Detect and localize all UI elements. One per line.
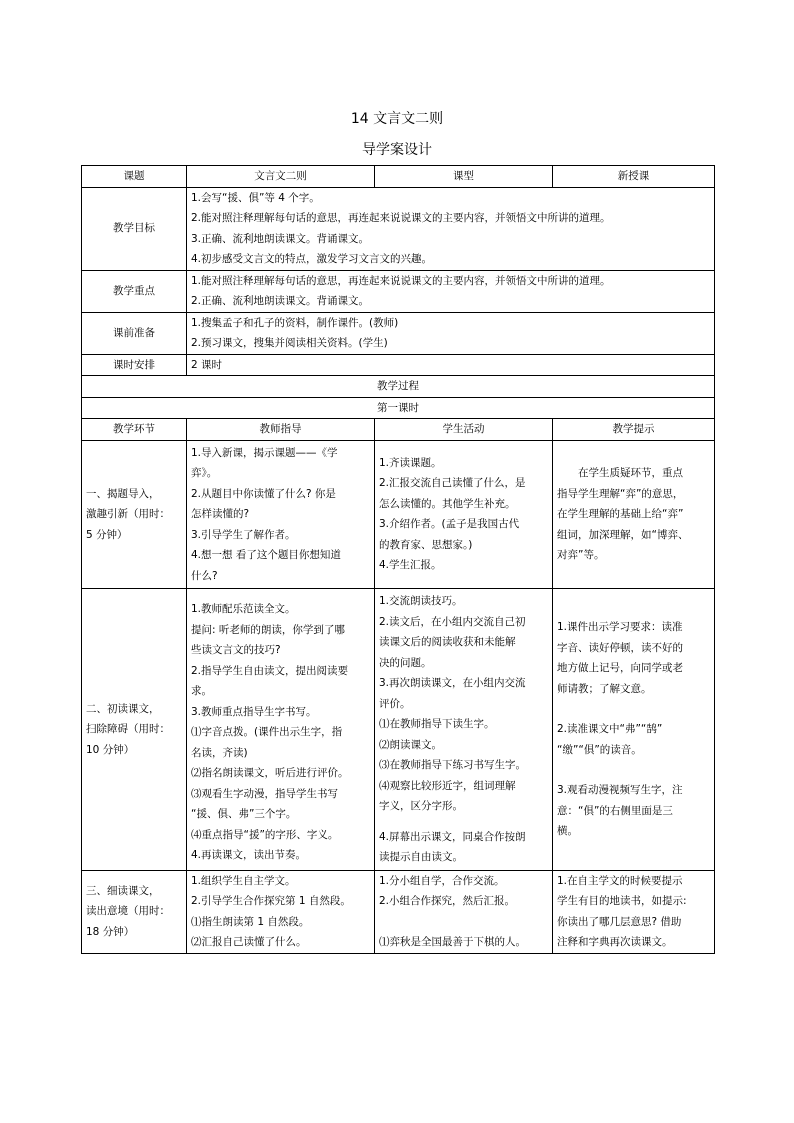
- column-header-row: [82, 419, 715, 441]
- document-title: 14 文言文二则: [350, 111, 444, 127]
- teacher-cell: [187, 440, 375, 589]
- hint-line: 3.观看动漫视频写生字，注: [557, 784, 683, 796]
- student-line: 1.齐读课题。: [379, 456, 442, 469]
- student-line: 评价。: [379, 697, 411, 710]
- teacher-line: 1.导入新课，揭示课题——《学: [191, 446, 338, 459]
- hint-line: 在学生质疑环节，重点: [578, 467, 683, 479]
- hint-cell: [553, 589, 715, 871]
- teacher-line: ⑵指名朗读课文，听后进行评价。: [191, 767, 349, 779]
- stage-line: 三、细读课文，: [86, 884, 160, 897]
- student-line: 3.再次朗读课文，在小组内交流: [379, 677, 526, 689]
- spacer: [557, 699, 710, 719]
- student-line: 2.小组合作探究，然后汇报。: [379, 895, 516, 907]
- teacher-line: “援、俱、弗”三个字。: [191, 808, 297, 820]
- spacer: [557, 760, 710, 780]
- type-value: 新授课: [553, 166, 715, 188]
- student-line: ⑷观察比较形近字，组词理解: [379, 779, 516, 792]
- teacher-line: 1.组织学生自主学文。: [191, 874, 296, 887]
- hours-row: [82, 354, 715, 376]
- student-line: 读课文后的阅读收获和未能解: [379, 636, 516, 648]
- student-line: ⑴弈秋是全国最善于下棋的人。: [379, 935, 526, 948]
- stage-line: 18 分钟）: [86, 925, 135, 938]
- teacher-line: 什么?: [191, 569, 218, 582]
- hint-line: 1.在自主学文的时候要提示: [557, 874, 683, 887]
- hint-line: 组词，加深理解，如“博弈、: [557, 528, 689, 541]
- student-line: 2.汇报交流自己读懂了什么，是: [379, 477, 526, 490]
- hint-line: 字音、读好停顿，读不好的: [557, 641, 683, 654]
- goal-item: 2.能对照注释理解每句话的意思，再连起来说说课文的主要内容，并领悟文中所讲的道理。: [191, 212, 611, 224]
- teacher-cell: [187, 589, 375, 871]
- student-line: 1.交流朗读技巧。: [379, 595, 463, 607]
- section-row-2: [82, 589, 715, 871]
- hint-line: 意：“俱”的右侧里面是三: [557, 804, 673, 817]
- focus-item: 2.正确、流利地朗读课文。背诵课文。: [191, 295, 370, 307]
- student-line: ⑵朗读课文。: [379, 738, 442, 751]
- header-stage: 教学环节: [82, 419, 187, 441]
- student-line: 怎么读懂的。其他学生补充。: [379, 497, 516, 510]
- goal-item: 1.会写“援、俱”等 4 个字。: [191, 191, 320, 204]
- hint-line: “缴”“俱”的读音。: [557, 743, 642, 756]
- student-line: 4.屏幕出示课文，同桌合作按朗: [379, 830, 526, 843]
- hint-line: 师请教；了解文意。: [557, 682, 652, 695]
- process-row: [82, 376, 715, 398]
- hint-line: 注释和字典再次读课文。: [557, 936, 673, 948]
- teacher-line: ⑵汇报自己读懂了什么。: [191, 936, 307, 948]
- goal-item: 4.初步感受文言文的特点，激发学习文言文的兴趣。: [191, 253, 433, 265]
- header-hint: 教学提示: [553, 419, 715, 441]
- student-line: 决的问题。: [379, 656, 432, 669]
- topic-value: 文言文二则: [187, 166, 375, 188]
- prep-label: 课前准备: [82, 312, 187, 354]
- teacher-line: ⑶观看生字动漫，指导学生书写: [191, 787, 338, 800]
- student-cell: [375, 589, 553, 871]
- teacher-line: 提问: 听老师的朗读，你学到了哪: [191, 623, 345, 636]
- teacher-line: 些读文言文的技巧?: [191, 644, 281, 656]
- stage-line: 读出意境（用时：: [86, 905, 170, 918]
- hours-label: 课时安排: [82, 354, 187, 376]
- teacher-line: 3.引导学生了解作者。: [191, 528, 296, 541]
- student-cell: [375, 870, 553, 953]
- hint-line: 对弈”等。: [557, 549, 605, 561]
- student-line: 字义，区分字形。: [379, 800, 463, 812]
- student-line: 4.学生汇报。: [379, 559, 442, 572]
- spacer: [379, 817, 548, 827]
- goals-row: [82, 187, 715, 270]
- hint-line: 地方做上记号，向同学或老: [557, 662, 683, 674]
- stage-line: 二、初读课文，: [86, 702, 160, 715]
- stage-cell: [82, 589, 187, 871]
- hint-line: 2.读准课文中“弗”“鹄”: [557, 723, 663, 735]
- teacher-line: 2.引导学生合作探究第 1 自然段。: [191, 895, 351, 907]
- header-teacher: 教师指导: [187, 419, 375, 441]
- student-line: 读提示自由读文。: [379, 851, 463, 863]
- hint-cell: [553, 440, 715, 589]
- student-line: 的教育家、思想家。): [379, 538, 473, 551]
- topic-label: 课题: [82, 166, 187, 188]
- process-label: 教学过程: [82, 376, 715, 398]
- prep-item: 2.预习课文，搜集并阅读相关资料。(学生): [191, 337, 388, 349]
- stage-line: 激趣引新（用时：: [86, 508, 170, 520]
- hint-line: 你读出了哪几层意思? 借助: [557, 915, 682, 928]
- focus-item: 1.能对照注释理解每句话的意思，再连起来说说课文的主要内容，并领悟文中所讲的道理。: [191, 274, 611, 287]
- teacher-cell: [187, 870, 375, 953]
- goal-item: 3.正确、流利地朗读课文。背诵课文。: [191, 232, 370, 245]
- teacher-line: 1.教师配乐范读全文。: [191, 603, 296, 615]
- document-subtitle: 导学案设计: [362, 142, 432, 158]
- teacher-line: 2.指导学生自由读文，提出阅读要: [191, 664, 349, 677]
- stage-cell: [82, 870, 187, 953]
- prep-row: [82, 312, 715, 354]
- teacher-line: 4.再读课文，读出节奏。: [191, 849, 307, 861]
- student-line: ⑶在教师指导下练习书写生字。: [379, 759, 526, 771]
- teacher-line: ⑴指生朗读第 1 自然段。: [191, 915, 310, 928]
- hint-line: 指导学生理解“弈”的意思，: [557, 487, 684, 500]
- focus-label: 教学重点: [82, 270, 187, 312]
- section-row-3: [82, 870, 715, 953]
- student-line: 1.分小组自学，合作交流。: [379, 874, 505, 887]
- hint-line: 学生有目的地读书，如提示:: [557, 895, 687, 907]
- student-cell: [375, 440, 553, 589]
- hint-line: 1.课件出示学习要求：读准: [557, 621, 683, 633]
- stage-line: 扫除障碍（用时：: [86, 723, 170, 735]
- teacher-line: 求。: [191, 685, 212, 697]
- hours-value: 2 课时: [187, 354, 715, 376]
- hint-cell: [553, 870, 715, 953]
- goals-content: [187, 187, 715, 270]
- teacher-line: 4.想一想 看了这个题目你想知道: [191, 549, 341, 561]
- type-label: 课型: [375, 166, 553, 188]
- teacher-line: ⑷重点指导“援”的字形、字义。: [191, 828, 339, 841]
- spacer: [379, 912, 548, 932]
- teacher-line: 怎样读懂的?: [191, 508, 250, 520]
- prep-item: 1.搜集孟子和孔子的资料，制作课件。(教师): [191, 316, 399, 329]
- focus-content: [187, 270, 715, 312]
- stage-cell: [82, 440, 187, 589]
- goals-label: 教学目标: [82, 187, 187, 270]
- teacher-line: 2.从题目中你读懂了什么? 你是: [191, 487, 336, 500]
- teacher-line: ⑴字音点拨。(课件出示生字，指: [191, 726, 343, 738]
- info-row: [82, 166, 715, 188]
- student-line: 3.介绍作者。(孟子是我国古代: [379, 518, 520, 531]
- prep-content: [187, 312, 715, 354]
- stage-line: 10 分钟）: [86, 743, 135, 756]
- stage-line: 一、揭题导入，: [86, 487, 160, 500]
- section-row-1: [82, 440, 715, 589]
- hint-line: 在学生理解的基础上给“弈”: [557, 508, 684, 520]
- focus-row: [82, 270, 715, 312]
- student-line: ⑴在教师指导下读生字。: [379, 718, 495, 730]
- lesson-label: 第一课时: [82, 397, 715, 419]
- student-line: 2.读文后，在小组内交流自己初: [379, 615, 526, 628]
- stage-line: 5 分钟）: [86, 528, 128, 541]
- hint-line: 横。: [557, 825, 578, 837]
- teacher-line: 弈》。: [191, 467, 218, 479]
- lesson-plan-table: [81, 165, 715, 954]
- lesson-row: [82, 397, 715, 419]
- header-student: 学生活动: [375, 419, 553, 441]
- teacher-line: 名读，齐读): [191, 746, 248, 759]
- teacher-line: 3.教师重点指导生字书写。: [191, 705, 317, 718]
